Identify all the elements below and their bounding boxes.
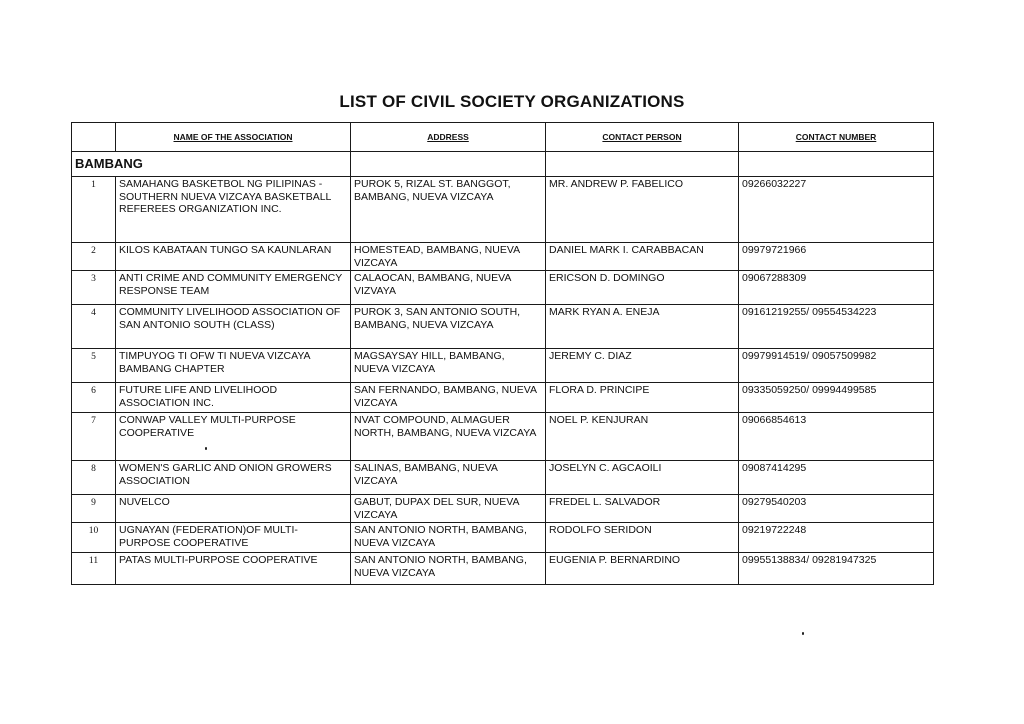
address: SAN ANTONIO NORTH, BAMBANG, NUEVA VIZCAYA — [351, 553, 546, 585]
contact-person: MR. ANDREW P. FABELICO — [546, 177, 739, 243]
contact-number: 09335059250/ 09994499585 — [739, 383, 934, 413]
address: SALINAS, BAMBANG, NUEVA VIZCAYA — [351, 461, 546, 495]
table-row — [72, 413, 934, 461]
contact-number: 09066854613 — [739, 413, 934, 461]
address: PUROK 3, SAN ANTONIO SOUTH, BAMBANG, NUEVA VIZCAYA — [351, 305, 546, 349]
contact-number: 09266032227 — [739, 177, 934, 243]
row-number: 7 — [72, 413, 116, 461]
table-row — [72, 553, 934, 585]
association-name: UGNAYAN (FEDERATION)OF MULTI-PURPOSE COOPERATIVE — [116, 523, 351, 553]
contact-person: EUGENIA P. BERNARDINO — [546, 553, 739, 585]
table-row — [72, 177, 934, 243]
contact-person: JOSELYN C. AGCAOILI — [546, 461, 739, 495]
address: PUROK 5, RIZAL ST. BANGGOT, BAMBANG, NUEVA VIZCAYA — [351, 177, 546, 243]
table-header-row — [72, 123, 934, 152]
row-number: 10 — [72, 523, 116, 553]
row-number: 5 — [72, 349, 116, 383]
page-title: LIST OF CIVIL SOCIETY ORGANIZATIONS — [339, 92, 685, 111]
row-number: 6 — [72, 383, 116, 413]
association-name: SAMAHANG BASKETBOL NG PILIPINAS - SOUTHERN NUEVA VIZCAYA BASKETBALL REFEREES ORGANIZATION INC. — [116, 177, 351, 243]
table-row — [72, 461, 934, 495]
row-number: 9 — [72, 495, 116, 523]
address: HOMESTEAD, BAMBANG, NUEVA VIZCAYA — [351, 243, 546, 271]
contact-person: FLORA D. PRINCIPE — [546, 383, 739, 413]
contact-number: 09979721966 — [739, 243, 934, 271]
contact-person: ERICSON D. DOMINGO — [546, 271, 739, 305]
header-address: ADDRESS — [351, 123, 546, 152]
contact-number: 09279540203 — [739, 495, 934, 523]
contact-person: JEREMY C. DIAZ — [546, 349, 739, 383]
association-name: NUVELCO — [116, 495, 351, 523]
header-name: NAME OF THE ASSOCIATION — [116, 123, 351, 152]
contact-number: 09067288309 — [739, 271, 934, 305]
contact-number: 09219722248 — [739, 523, 934, 553]
row-number: 8 — [72, 461, 116, 495]
section-empty-cell — [739, 152, 934, 177]
header-contact-person: CONTACT PERSON — [546, 123, 739, 152]
row-number: 4 — [72, 305, 116, 349]
section-label: BAMBANG — [72, 152, 351, 177]
association-name: KILOS KABATAAN TUNGO SA KAUNLARAN — [116, 243, 351, 271]
table-row — [72, 271, 934, 305]
address: CALAOCAN, BAMBANG, NUEVA VIZVAYA — [351, 271, 546, 305]
section-row — [72, 152, 934, 177]
scan-speck — [802, 632, 804, 635]
contact-person: MARK RYAN A. ENEJA — [546, 305, 739, 349]
contact-number: 09087414295 — [739, 461, 934, 495]
row-number: 1 — [72, 177, 116, 243]
contact-number: 09955138834/ 09281947325 — [739, 553, 934, 585]
table-row — [72, 495, 934, 523]
association-name: COMMUNITY LIVELIHOOD ASSOCIATION OF SAN ANTONIO SOUTH (CLASS) — [116, 305, 351, 349]
header-contact-number: CONTACT NUMBER — [739, 123, 934, 152]
association-name: ANTI CRIME AND COMMUNITY EMERGENCY RESPONSE TEAM — [116, 271, 351, 305]
contact-person: NOEL P. KENJURAN — [546, 413, 739, 461]
table-row — [72, 523, 934, 553]
address: SAN FERNANDO, BAMBANG, NUEVA VIZCAYA — [351, 383, 546, 413]
association-name: CONWAP VALLEY MULTI-PURPOSE COOPERATIVE — [116, 413, 351, 461]
row-number: 3 — [72, 271, 116, 305]
row-number: 11 — [72, 553, 116, 585]
association-name: TIMPUYOG TI OFW TI NUEVA VIZCAYA BAMBANG CHAPTER — [116, 349, 351, 383]
table-row — [72, 349, 934, 383]
contact-number: 09979914519/ 09057509982 — [739, 349, 934, 383]
scan-speck — [205, 447, 207, 450]
table-row — [72, 383, 934, 413]
contact-person: DANIEL MARK I. CARABBACAN — [546, 243, 739, 271]
table-row — [72, 243, 934, 271]
association-name: PATAS MULTI-PURPOSE COOPERATIVE — [116, 553, 351, 585]
section-empty-cell — [546, 152, 739, 177]
association-name: FUTURE LIFE AND LIVELIHOOD ASSOCIATION INC. — [116, 383, 351, 413]
address: NVAT COMPOUND, ALMAGUER NORTH, BAMBANG, NUEVA VIZCAYA — [351, 413, 546, 461]
address: GABUT, DUPAX DEL SUR, NUEVA VIZCAYA — [351, 495, 546, 523]
address: SAN ANTONIO NORTH, BAMBANG, NUEVA VIZCAYA — [351, 523, 546, 553]
organizations-table — [71, 122, 934, 585]
contact-number: 09161219255/ 09554534223 — [739, 305, 934, 349]
address: MAGSAYSAY HILL, BAMBANG, NUEVA VIZCAYA — [351, 349, 546, 383]
row-number: 2 — [72, 243, 116, 271]
contact-person: RODOLFO SERIDON — [546, 523, 739, 553]
contact-person: FREDEL L. SALVADOR — [546, 495, 739, 523]
table-row — [72, 305, 934, 349]
association-name: WOMEN'S GARLIC AND ONION GROWERS ASSOCIATION — [116, 461, 351, 495]
header-no — [72, 123, 116, 152]
section-empty-cell — [351, 152, 546, 177]
